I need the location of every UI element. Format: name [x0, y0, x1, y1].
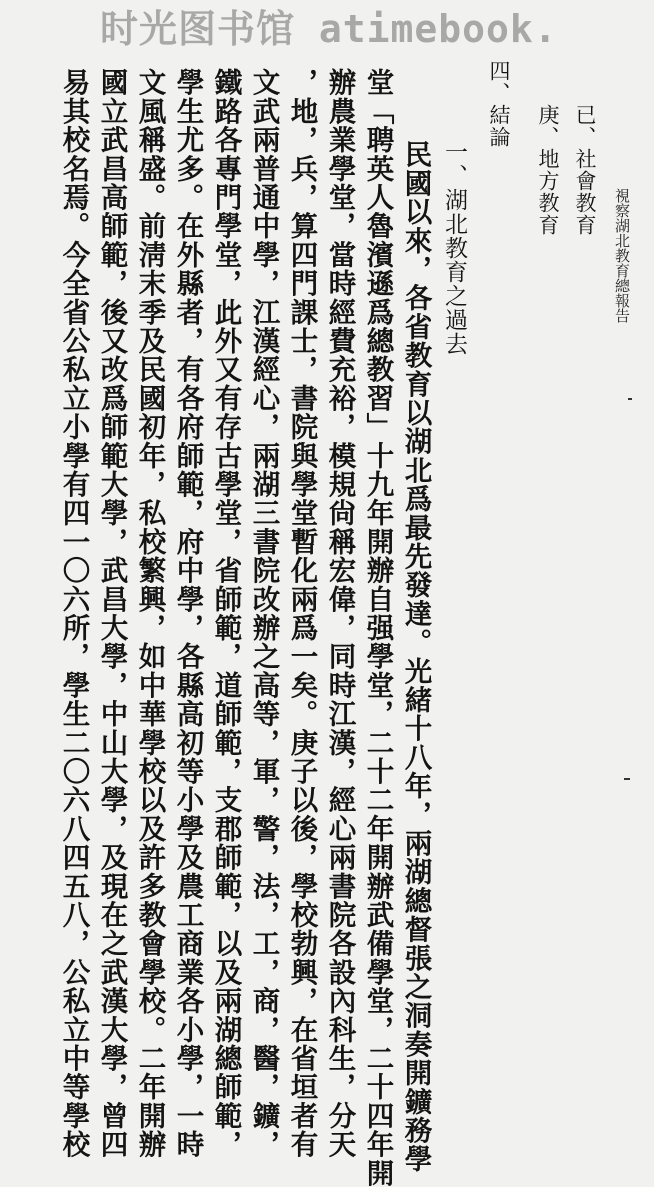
paragraph-line: 學生尤多。在外縣者，有各府師範，府中學，各縣高初等小學及農工商業各小學，一時: [171, 68, 204, 1159]
watermark: 时光图书馆 atimebook.: [100, 7, 558, 51]
paragraph-line: 文武兩普通中學，江漢經心，兩湖三書院改辦之高等，軍，警，法，工，商，醫，鑛，: [247, 68, 280, 1159]
paragraph-line: 辦農業學堂，當時經費充裕，模規尙稱宏偉，同時江漢，經心兩書院各設內科生，分天: [323, 68, 356, 1159]
paragraph-line: 堂「聘英人魯濱遜爲總教習」十九年開辦自强學堂，二十二年開辦武備學堂，二十四年開: [361, 68, 394, 1187]
scan-speck: [628, 398, 632, 400]
outline-item-social-education: 已、社會教育: [573, 104, 597, 236]
outline-item-local-education: 庚、地方教育: [536, 104, 560, 236]
paragraph-line: 文風稱盛。前淸末季及民國初年，私校繁興，如中華學校以及許多教會學校。二年開辦: [133, 68, 166, 1159]
running-header: 視察湖北教育總報告: [613, 188, 631, 323]
scan-speck: [624, 778, 630, 780]
paragraph-line: 民國以來，各省教育以湖北爲最先發達。光緒十八年，兩湖總督張之洞奏開鑛務學: [399, 140, 432, 1174]
paragraph-line: 國立武昌高師範，後又改爲師範大學，武昌大學，中山大學，及現在之武漢大學，曾四: [95, 68, 128, 1159]
paragraph-line: 易其校名焉。今全省公私立小學有四一〇六所，學生二〇六八四五八，公私立中等學校: [57, 68, 90, 1159]
paragraph-line: ，地，兵，算四門課士，書院與學堂暫化兩爲一矣。庚子以後，學校勃興，在省垣者有: [285, 68, 318, 1159]
section-heading: 一、湖北教育之過去: [441, 140, 467, 356]
paragraph-line: 鐵路各專門學堂，此外又有存古學堂，省師範，道師範，支郡師範，以及兩湖總師範，: [209, 68, 242, 1159]
outline-item-conclusion: 四、結論: [487, 60, 511, 148]
